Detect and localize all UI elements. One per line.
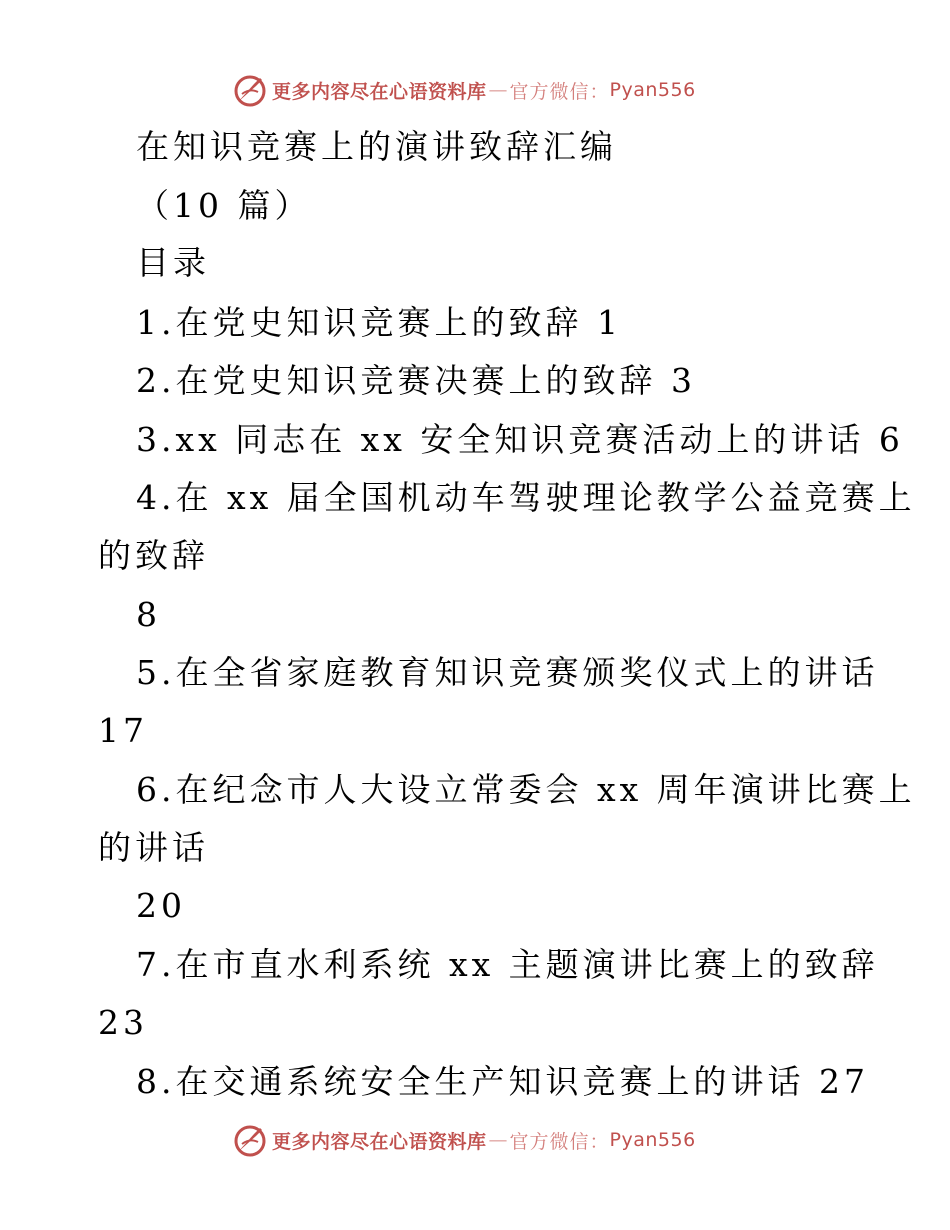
footer-banner xyxy=(232,1120,696,1160)
toc-heading: 目录 xyxy=(136,243,210,282)
toc-item-3: 3.xx 同志在 xx 安全知识竞赛活动上的讲话 6 xyxy=(136,420,904,459)
toc-item-4-page: 8 xyxy=(136,595,161,634)
toc-item-6-continuation: 的讲话 xyxy=(98,828,209,867)
toc-item-8: 8.在交通系统安全生产知识竞赛上的讲话 27 xyxy=(136,1062,869,1101)
toc-item-1: 1.在党史知识竞赛上的致辞 1 xyxy=(136,303,622,342)
header-banner xyxy=(232,70,696,110)
toc-item-5: 5.在全省家庭教育知识竞赛颁奖仪式上的讲话 xyxy=(136,653,879,692)
toc-item-4: 4.在 xx 届全国机动车驾驶理论教学公益竞赛上 xyxy=(136,478,916,517)
banner-dash: — xyxy=(488,79,508,101)
document-title: 在知识竞赛上的演讲致辞汇编 xyxy=(136,127,617,166)
toc-item-6: 6.在纪念市人大设立常委会 xx 周年演讲比赛上 xyxy=(136,770,916,809)
banner-wechat-id: Pyan556 xyxy=(609,79,696,101)
toc-item-7: 7.在市直水利系统 xx 主题演讲比赛上的致辞 xyxy=(136,945,879,984)
banner-wechat-label: 官方微信： xyxy=(509,80,610,103)
toc-item-7-page: 23 xyxy=(98,1003,148,1042)
banner-main-text: 更多内容尽在心语资料库 xyxy=(272,1130,487,1153)
toc-item-6-page: 20 xyxy=(136,886,186,925)
pen-logo-icon xyxy=(232,1122,268,1158)
banner-wechat-label: 官方微信： xyxy=(509,1130,610,1153)
toc-item-2: 2.在党史知识竞赛决赛上的致辞 3 xyxy=(136,361,696,400)
banner-wechat-id: Pyan556 xyxy=(609,1129,696,1151)
toc-item-4-continuation: 的致辞 xyxy=(98,536,209,575)
document-subtitle: （10 篇） xyxy=(136,186,312,225)
banner-dash: — xyxy=(488,1129,508,1151)
banner-main-text: 更多内容尽在心语资料库 xyxy=(272,80,487,103)
pen-logo-icon xyxy=(232,72,268,108)
toc-item-5-page: 17 xyxy=(98,711,148,750)
